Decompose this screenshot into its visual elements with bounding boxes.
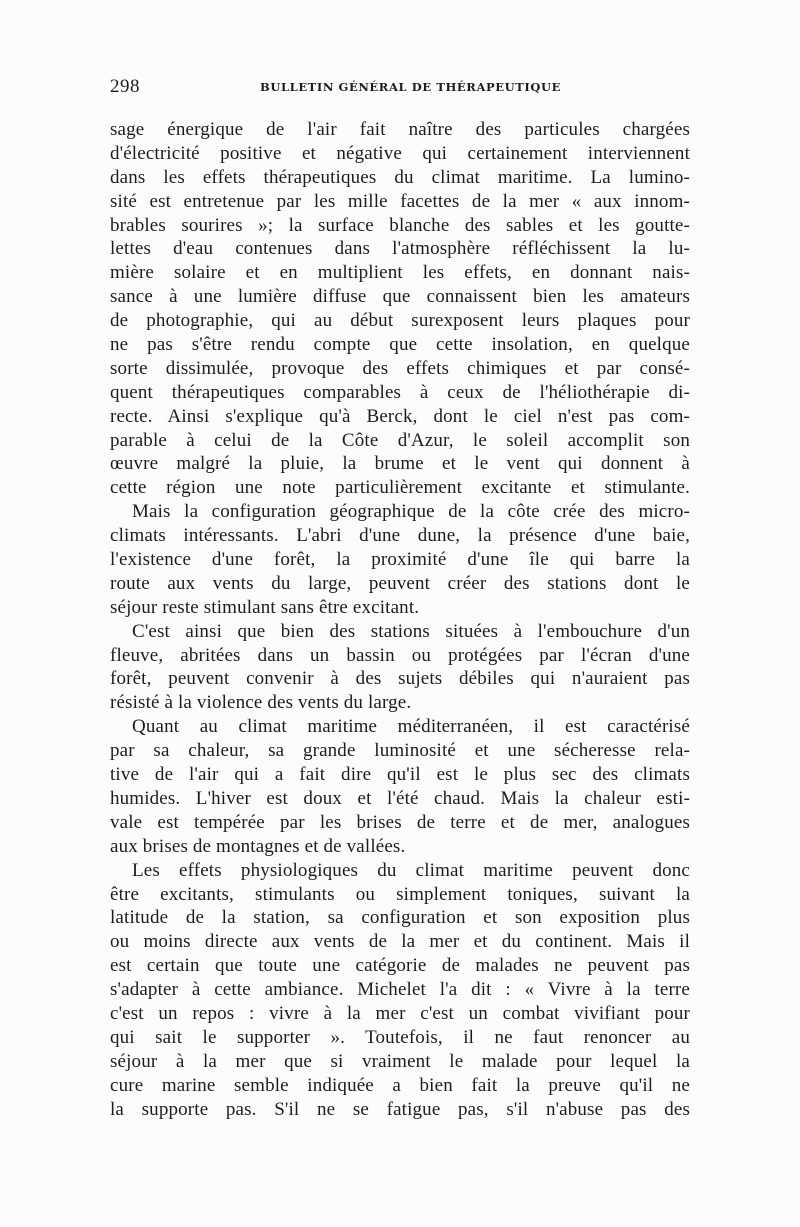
text-line: est certain que toute une catégorie de malades ne peuvent pas <box>110 955 690 977</box>
body-text <box>110 118 690 1121</box>
paragraph <box>110 859 690 1122</box>
paragraph <box>110 118 690 500</box>
text-line: cure marine semble indiquée a bien fait la preuve qu'il ne <box>110 1074 690 1096</box>
text-line: lettes d'eau contenues dans l'atmosphère réfléchissent la lu- <box>110 238 690 260</box>
text-line: latitude de la station, sa configuration et son exposition plus <box>110 907 690 929</box>
text-line: œuvre malgré la pluie, la brume et le vent qui donnent à <box>110 453 690 475</box>
text-line: l'existence d'une forêt, la proximité d'une île qui barre la <box>110 549 690 571</box>
paragraph <box>110 500 690 619</box>
text-line: vale est tempérée par les brises de terre et de mer, analogues <box>110 811 690 833</box>
text-line: séjour reste stimulant sans être excitant. <box>110 596 420 618</box>
page-number: 298 <box>110 76 140 97</box>
text-line: humides. L'hiver est doux et l'été chaud. Mais la chaleur esti- <box>110 787 690 809</box>
text-line: de photographie, qui au début surexposent leurs plaques pour <box>110 310 690 332</box>
text-line: brables sourires »; la surface blanche des sables et les goutte- <box>110 214 690 236</box>
text-line: Mais la configuration géographique de la côte crée des micro- <box>132 501 690 523</box>
text-line: sité est entretenue par les mille facettes de la mer « aux innom- <box>110 190 690 212</box>
text-line: séjour à la mer que si vraiment le malade pour lequel la <box>110 1050 690 1072</box>
text-line: sorte dissimulée, provoque des effets chimiques et par consé- <box>110 357 690 379</box>
page-header <box>110 76 690 100</box>
text-line: tive de l'air qui a fait dire qu'il est le plus sec des climats <box>110 764 690 786</box>
text-line: sage énergique de l'air fait naître des particules chargées <box>110 119 690 140</box>
text-line: mière solaire et en multiplient les effets, en donnant nais- <box>110 262 690 284</box>
text-line: fleuve, abritées dans un bassin ou protégées par l'écran d'une <box>110 644 690 666</box>
text-line: aux brises de montagnes et de vallées. <box>110 835 406 857</box>
text-line: la supporte pas. S'il ne se fatigue pas, s'il n'abuse pas des <box>110 1098 690 1120</box>
text-line: d'électricité positive et négative qui certainement interviennent <box>110 142 690 164</box>
running-title: BULLETIN GÉNÉRAL DE THÉRAPEUTIQUE <box>260 80 561 94</box>
text-line: cette région une note particulièrement excitante et stimulante. <box>110 477 690 499</box>
text-line: ne pas s'être rendu compte que cette insolation, en quelque <box>110 334 690 356</box>
text-line: s'adapter à cette ambiance. Michelet l'a dit : « Vivre à la terre <box>110 979 690 1001</box>
text-line: Les effets physiologiques du climat maritime peuvent donc <box>132 859 690 881</box>
text-line: qui sait le supporter ». Toutefois, il ne faut renoncer au <box>110 1026 690 1048</box>
text-line: résisté à la violence des vents du large. <box>110 692 412 714</box>
text-line: C'est ainsi que bien des stations situées à l'embouchure d'un <box>132 620 690 642</box>
text-line: route aux vents du large, peuvent créer des stations dont le <box>110 572 690 594</box>
text-line: c'est un repos : vivre à la mer c'est un combat vivifiant pour <box>110 1002 690 1024</box>
text-line: Quant au climat maritime méditerranéen, il est caractérisé <box>132 716 690 738</box>
text-line: climats intéressants. L'abri d'une dune, la présence d'une baie, <box>110 525 690 547</box>
text-line: dans les effets thérapeutiques du climat maritime. La lumino- <box>110 166 690 188</box>
paragraph <box>110 715 690 858</box>
paragraph <box>110 620 690 716</box>
text-line: sance à une lumière diffuse que connaissent bien les amateurs <box>110 286 690 308</box>
text-line: quent thérapeutiques comparables à ceux de l'héliothérapie di- <box>110 381 690 403</box>
text-line: recte. Ainsi s'explique qu'à Berck, dont le ciel n'est pas com- <box>110 405 690 427</box>
text-line: ou moins directe aux vents de la mer et du continent. Mais il <box>110 931 690 953</box>
text-line: parable à celui de la Côte d'Azur, le soleil accomplit son <box>110 429 690 451</box>
text-line: par sa chaleur, sa grande luminosité et une sécheresse rela- <box>110 740 690 762</box>
text-line: forêt, peuvent convenir à des sujets débiles qui n'auraient pas <box>110 668 690 690</box>
text-line: être excitants, stimulants ou simplement toniques, suivant la <box>110 883 690 905</box>
